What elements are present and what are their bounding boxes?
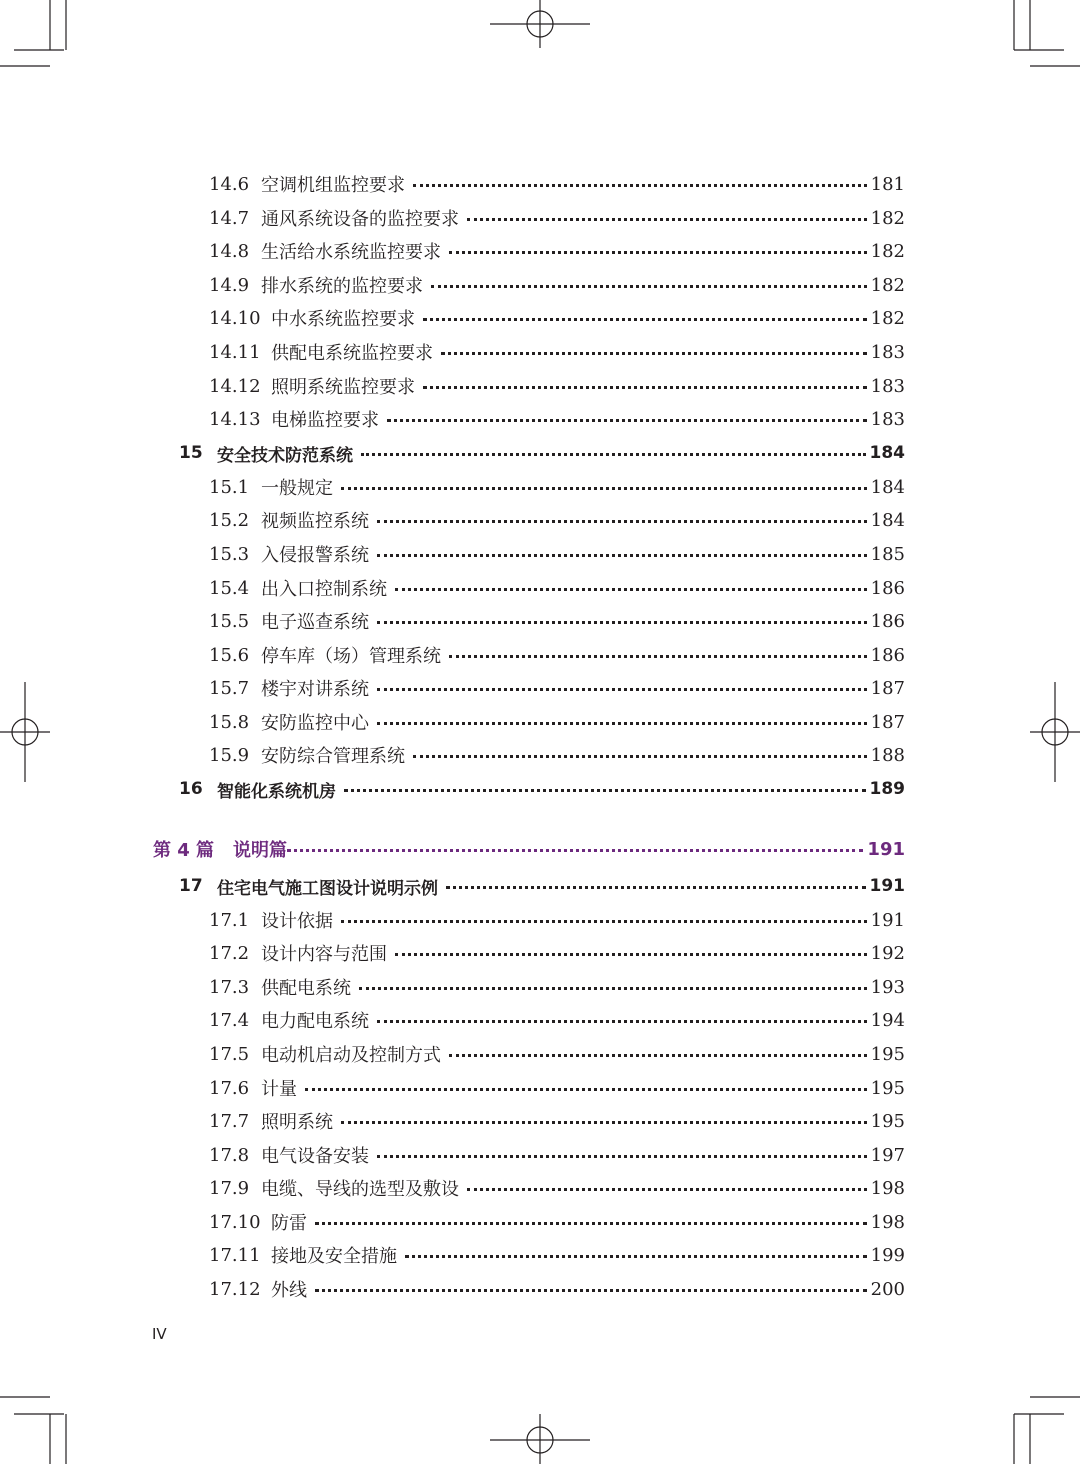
dot-leader <box>449 655 867 658</box>
toc-page-number: 183 <box>870 341 905 363</box>
toc-section-entry[interactable] <box>209 673 905 703</box>
toc-title: 供配电系统 <box>261 978 351 999</box>
toc-page-number: 199 <box>870 1244 905 1266</box>
toc-title: 入侵报警系统 <box>261 545 369 566</box>
dot-leader <box>377 520 867 523</box>
toc-title: 停车库（场）管理系统 <box>261 646 441 667</box>
toc-section-entry[interactable] <box>209 472 905 502</box>
dot-leader <box>467 218 867 221</box>
toc-title: 照明系统 <box>261 1112 333 1133</box>
toc-number: 17.1 <box>209 909 250 931</box>
toc-title: 说明篇 <box>233 840 287 861</box>
toc-number: 14.12 <box>209 375 261 397</box>
toc-title: 外线 <box>271 1280 307 1301</box>
toc-number: 17.8 <box>209 1144 250 1166</box>
toc-section-entry[interactable] <box>209 1240 905 1270</box>
toc-title: 电子巡查系统 <box>261 612 369 633</box>
dot-leader <box>449 1054 867 1057</box>
toc-section-entry[interactable] <box>209 1173 905 1203</box>
toc-page-number: 186 <box>870 610 905 632</box>
dot-leader <box>441 352 867 355</box>
toc-section-entry[interactable] <box>209 1140 905 1170</box>
toc-page-number: 181 <box>870 173 905 195</box>
toc-number: 17.11 <box>209 1244 261 1266</box>
toc-page-number: 197 <box>870 1144 905 1166</box>
toc-number: 14.10 <box>209 307 261 329</box>
toc-title: 排水系统的监控要求 <box>261 276 423 297</box>
toc-section-entry[interactable] <box>209 1207 905 1237</box>
toc-section-entry[interactable] <box>209 337 905 367</box>
toc-title: 设计内容与范围 <box>261 944 387 965</box>
dot-leader <box>315 1289 867 1292</box>
toc-page-number: 184 <box>870 476 905 498</box>
toc-page-number: 187 <box>870 677 905 699</box>
toc-page-number: 188 <box>870 744 905 766</box>
toc-number: 17.10 <box>209 1211 261 1233</box>
toc-page-number: 183 <box>870 408 905 430</box>
toc-page-number: 195 <box>870 1110 905 1132</box>
toc-title: 防雷 <box>271 1213 307 1234</box>
toc-title: 生活给水系统监控要求 <box>261 242 441 263</box>
toc-number: 第 4 篇 <box>153 840 215 861</box>
toc-section-entry[interactable] <box>209 938 905 968</box>
toc-number: 14.11 <box>209 341 261 363</box>
toc-number: 15.5 <box>209 610 250 632</box>
toc-section-entry[interactable] <box>209 203 905 233</box>
toc-number: 15 <box>179 443 203 463</box>
toc-number: 15.4 <box>209 577 250 599</box>
toc-title: 电力配电系统 <box>261 1011 369 1032</box>
toc-number: 17.4 <box>209 1009 250 1031</box>
toc-title: 住宅电气施工图设计说明示例 <box>217 878 438 899</box>
toc-title: 电气设备安装 <box>261 1146 369 1167</box>
toc-number: 14.9 <box>209 274 250 296</box>
toc-page-number: 183 <box>870 375 905 397</box>
dot-leader <box>395 953 867 956</box>
toc-number: 16 <box>179 779 203 799</box>
toc-number: 15.3 <box>209 543 250 565</box>
toc-page-number: 182 <box>870 274 905 296</box>
toc-section-entry[interactable] <box>209 972 905 1002</box>
toc-page-number: 182 <box>870 307 905 329</box>
toc-page-number: 187 <box>870 711 905 733</box>
toc-title: 安防监控中心 <box>261 713 369 734</box>
toc-page-number: 191 <box>870 909 905 931</box>
toc-number: 15.1 <box>209 476 250 498</box>
toc-title: 空调机组监控要求 <box>261 175 405 196</box>
toc-section-entry[interactable] <box>209 236 905 266</box>
dot-leader <box>377 1155 867 1158</box>
toc-title: 计量 <box>261 1079 297 1100</box>
dot-leader <box>449 251 867 254</box>
dot-leader <box>341 487 867 490</box>
dot-leader <box>405 1255 867 1258</box>
toc-number: 17.2 <box>209 942 250 964</box>
dot-leader <box>359 987 867 990</box>
toc-title: 供配电系统监控要求 <box>271 343 433 364</box>
dot-leader <box>395 588 867 591</box>
toc-number: 17.12 <box>209 1278 261 1300</box>
toc-page-number: 184 <box>870 509 905 531</box>
toc-number: 17.5 <box>209 1043 250 1065</box>
toc-number: 15.6 <box>209 644 250 666</box>
dot-leader <box>446 886 866 889</box>
dot-leader <box>361 453 866 456</box>
toc-page-number: 186 <box>870 577 905 599</box>
toc-section-entry[interactable] <box>209 573 905 603</box>
toc-title: 安防综合管理系统 <box>261 746 405 767</box>
toc-section-entry[interactable] <box>209 1106 905 1136</box>
toc-title: 楼宇对讲系统 <box>261 679 369 700</box>
toc-title: 安全技术防范系统 <box>217 445 353 466</box>
toc-page-number: 198 <box>870 1177 905 1199</box>
toc-section-entry[interactable] <box>209 1039 905 1069</box>
toc-section-entry[interactable] <box>209 371 905 401</box>
toc-number: 14.8 <box>209 240 250 262</box>
toc-number: 14.7 <box>209 207 250 229</box>
toc-page-number: 200 <box>870 1278 905 1300</box>
toc-number: 17.6 <box>209 1077 250 1099</box>
dot-leader <box>377 722 867 725</box>
toc-title: 照明系统监控要求 <box>271 377 415 398</box>
toc-section-entry[interactable] <box>209 505 905 535</box>
toc-section-entry[interactable] <box>209 740 905 770</box>
dot-leader <box>341 1121 867 1124</box>
toc-title: 电梯监控要求 <box>271 410 379 431</box>
toc-title: 电缆、导线的选型及敷设 <box>261 1179 459 1200</box>
dot-leader <box>305 1088 867 1091</box>
toc-part-entry[interactable] <box>153 834 905 864</box>
toc-chapter-entry[interactable] <box>179 774 905 804</box>
toc-number: 15.8 <box>209 711 250 733</box>
toc-chapter-entry[interactable] <box>179 871 905 901</box>
toc-page-number: 189 <box>869 779 905 799</box>
dot-leader <box>423 318 867 321</box>
toc-page-number: 195 <box>870 1077 905 1099</box>
toc-page-number: 182 <box>870 240 905 262</box>
dot-leader <box>341 920 867 923</box>
toc-title: 接地及安全措施 <box>271 1246 397 1267</box>
toc-title: 出入口控制系统 <box>261 579 387 600</box>
toc-title: 通风系统设备的监控要求 <box>261 209 459 230</box>
toc-section-entry[interactable] <box>209 1073 905 1103</box>
toc-section-entry[interactable] <box>209 270 905 300</box>
dot-leader <box>287 849 863 852</box>
toc-section-entry[interactable] <box>209 539 905 569</box>
toc-section-entry[interactable] <box>209 707 905 737</box>
dot-leader <box>431 285 867 288</box>
toc-page-number: 182 <box>870 207 905 229</box>
dot-leader <box>377 554 867 557</box>
dot-leader <box>413 184 867 187</box>
toc-page-number: 185 <box>870 543 905 565</box>
toc-number: 17 <box>179 876 203 896</box>
toc-number: 15.9 <box>209 744 250 766</box>
toc-title: 视频监控系统 <box>261 511 369 532</box>
toc-number: 17.3 <box>209 976 250 998</box>
dot-leader <box>387 419 867 422</box>
toc-section-entry[interactable] <box>209 640 905 670</box>
toc-page-number: 184 <box>869 443 905 463</box>
toc-title: 设计依据 <box>261 911 333 932</box>
toc-page-number: 186 <box>870 644 905 666</box>
dot-leader <box>344 789 866 792</box>
dot-leader <box>377 688 867 691</box>
toc-section-entry[interactable] <box>209 404 905 434</box>
dot-leader <box>315 1222 867 1225</box>
toc-number: 17.7 <box>209 1110 250 1132</box>
toc-page-number: 198 <box>870 1211 905 1233</box>
toc-page-number: 191 <box>869 876 905 896</box>
toc-number: 14.6 <box>209 173 250 195</box>
toc-title: 中水系统监控要求 <box>271 309 415 330</box>
toc-section-entry[interactable] <box>209 1274 905 1304</box>
dot-leader <box>377 621 867 624</box>
toc-title: 电动机启动及控制方式 <box>261 1045 441 1066</box>
toc-section-entry[interactable] <box>209 1005 905 1035</box>
dot-leader <box>467 1188 867 1191</box>
toc-title: 一般规定 <box>261 478 333 499</box>
toc-page-number: 194 <box>870 1009 905 1031</box>
dot-leader <box>413 755 867 758</box>
toc-page-number: 191 <box>867 838 905 860</box>
toc-section-entry[interactable] <box>209 169 905 199</box>
toc-page-number: 192 <box>870 942 905 964</box>
toc-chapter-entry[interactable] <box>179 438 905 468</box>
toc-number: 17.9 <box>209 1177 250 1199</box>
toc-number: 15.2 <box>209 509 250 531</box>
dot-leader <box>377 1020 867 1023</box>
toc-page-number: 195 <box>870 1043 905 1065</box>
toc-section-entry[interactable] <box>209 303 905 333</box>
toc-section-entry[interactable] <box>209 606 905 636</box>
toc-number: 15.7 <box>209 677 250 699</box>
toc-page-number: 193 <box>870 976 905 998</box>
toc-number: 14.13 <box>209 408 261 430</box>
toc-title: 智能化系统机房 <box>217 781 336 802</box>
toc-section-entry[interactable] <box>209 905 905 935</box>
dot-leader <box>423 386 867 389</box>
page-folio: IV <box>152 1325 167 1343</box>
